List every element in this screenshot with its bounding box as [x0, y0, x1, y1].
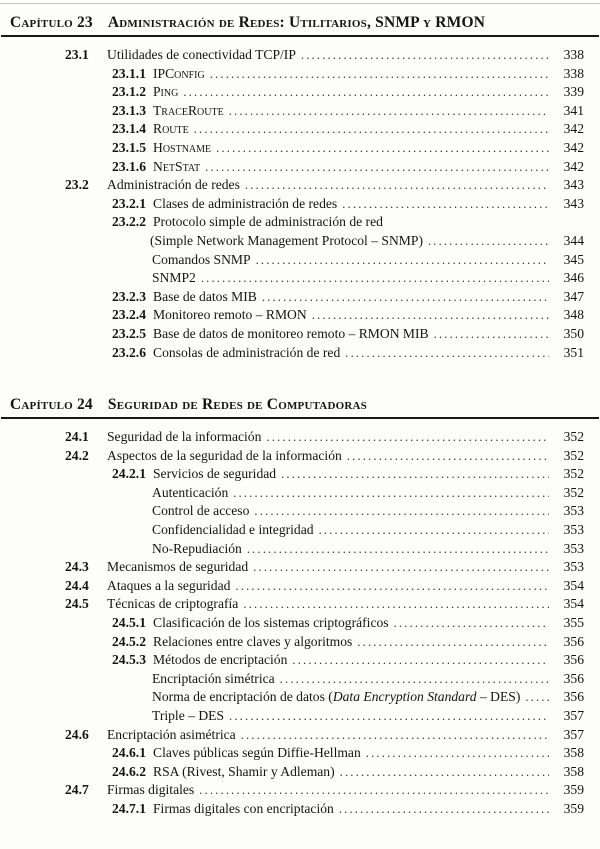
- toc-entry: [0, 502, 600, 521]
- chapter-label: Capítulo 23: [10, 14, 93, 31]
- toc-entry: [0, 176, 600, 195]
- entry-title: [153, 120, 189, 139]
- dot-leader: [266, 428, 549, 447]
- dot-leader: [357, 633, 549, 652]
- entry-title-italic: Data Encryption Standard: [332, 689, 477, 705]
- toc-entry: [0, 465, 600, 484]
- dot-leader: [280, 670, 549, 689]
- dot-leader: [229, 102, 549, 121]
- entry-title: [152, 521, 314, 540]
- entry-number: 23.1.2: [112, 84, 146, 100]
- dot-leader: [253, 558, 549, 577]
- dot-leader: [243, 595, 549, 614]
- toc-entry: [0, 781, 600, 800]
- dot-leader: [194, 120, 549, 139]
- toc-entry: [0, 269, 600, 288]
- entry-number: 24.7: [65, 782, 89, 798]
- page-number: 350: [563, 325, 584, 341]
- dot-leader: [292, 651, 549, 670]
- entry-number: 24.7.1: [112, 800, 146, 816]
- entry-title-text: Base de datos MIB: [153, 288, 257, 304]
- entry-title: [153, 65, 205, 84]
- entry-number: 24.6.2: [112, 763, 146, 779]
- page-number: 343: [563, 195, 584, 211]
- dot-leader: [233, 484, 549, 503]
- page-number: 352: [563, 447, 584, 463]
- dot-leader: [525, 688, 549, 707]
- entry-title-text: Aspectos de la seguridad de la información: [107, 447, 342, 463]
- entry-number: 24.3: [65, 559, 89, 575]
- toc-entry: [0, 102, 600, 121]
- entry-title-text: Control de acceso: [152, 503, 250, 519]
- entry-title-text: Confidencialidad e integridad: [152, 522, 314, 538]
- entry-title-text: Route: [153, 121, 189, 137]
- dot-leader: [241, 726, 549, 745]
- entry-title: [107, 558, 248, 577]
- entry-title-text: SNMP2: [152, 270, 196, 286]
- page-number: 359: [563, 800, 584, 816]
- entry-title: [107, 428, 261, 447]
- entry-title-text: Mecanismos de seguridad: [107, 559, 249, 575]
- entry-title-text: Utilidades de conectividad TCP/IP: [107, 47, 296, 62]
- dot-leader: [199, 781, 549, 800]
- entry-title-text: Autenticación: [152, 484, 229, 500]
- chapter-heading-24: [1, 396, 599, 419]
- entry-title-text: Relaciones entre claves y algoritmos: [153, 633, 353, 649]
- chapter-heading-23: [1, 14, 599, 37]
- entry-title-text: Firmas digitales: [107, 782, 195, 798]
- entry-number: 23.2.3: [112, 288, 146, 304]
- page-number: 342: [563, 139, 584, 155]
- chapter-title: Administración de Redes: Utilitarios, SNMP y RMON: [107, 14, 486, 31]
- page-number: 343: [563, 177, 584, 193]
- dot-leader: [216, 139, 549, 158]
- dot-leader: [428, 232, 549, 251]
- page-number: 344: [563, 232, 584, 248]
- page-number: 339: [563, 84, 584, 100]
- entry-title: [152, 269, 196, 288]
- toc-entry: [0, 158, 600, 177]
- dot-leader: [229, 707, 549, 726]
- entry-title-text: Comandos SNMP: [152, 251, 251, 267]
- dot-leader: [235, 577, 549, 596]
- page-number: 345: [563, 251, 584, 267]
- entry-title-text: Técnicas de criptografía: [107, 596, 239, 612]
- toc-entry: [0, 83, 600, 102]
- toc-entry: [0, 344, 600, 363]
- dot-leader: [312, 306, 549, 325]
- entry-number: 24.5.1: [112, 615, 146, 631]
- toc-entry: [0, 540, 600, 559]
- entry-title-text: Consolas de administración de red: [153, 344, 341, 360]
- entry-title: [153, 195, 337, 214]
- entry-number: 23.1.5: [112, 139, 146, 155]
- entry-title: [107, 447, 342, 466]
- page-number: 348: [563, 307, 584, 323]
- entry-number: 23.1.1: [112, 65, 146, 81]
- chapter-title: Seguridad de Redes de Computadoras: [107, 396, 367, 414]
- chapter-label: Capítulo 24: [10, 396, 93, 414]
- entry-number: 24.1: [65, 429, 89, 445]
- entry-title: [152, 688, 520, 707]
- entry-number: 23.2.5: [112, 325, 146, 341]
- dot-leader: [366, 744, 549, 763]
- entry-title-text: Clasificación de los sistemas criptográficos: [153, 615, 389, 631]
- toc-entry: [0, 614, 600, 633]
- page-number: 353: [563, 559, 584, 575]
- entry-title: [153, 344, 340, 363]
- toc-entry: [0, 688, 600, 707]
- entry-number: 24.2: [65, 447, 89, 463]
- entry-number: 24.5.2: [112, 633, 146, 649]
- entry-title-text: Claves públicas según Diffie-Hellman: [153, 745, 361, 761]
- entry-title-text: Firmas digitales con encriptación: [153, 800, 334, 816]
- toc-entry-continuation: [0, 232, 600, 251]
- entry-number: 23.1: [65, 47, 89, 62]
- entry-title-text: TraceRoute: [153, 102, 224, 118]
- entry-title-text: Hostname: [153, 139, 212, 155]
- entry-number: 23.2.1: [112, 195, 146, 211]
- entry-title-text: Ping: [153, 84, 179, 100]
- toc-entry: [0, 800, 600, 819]
- entry-number: 23.1.6: [112, 158, 146, 174]
- page-number: 352: [563, 466, 584, 482]
- toc-entry: [0, 595, 600, 614]
- page-number: 353: [563, 503, 584, 519]
- entry-title-text: Base de datos de monitoreo remoto – RMON MIB: [153, 325, 429, 341]
- entry-title: [153, 83, 178, 102]
- entry-title: [153, 465, 276, 484]
- entry-title-text: No-Repudiación: [152, 540, 242, 556]
- dot-leader: [394, 614, 549, 633]
- dot-leader: [183, 83, 549, 102]
- dot-leader: [301, 46, 549, 65]
- page-number: 353: [563, 522, 584, 538]
- entry-number: 23.2.2: [112, 214, 146, 230]
- entry-title-text: (Simple Network Management Protocol – SNMP): [150, 232, 423, 248]
- dot-leader: [281, 465, 549, 484]
- entry-title-text: Clases de administración de redes: [153, 195, 338, 211]
- page-number: 352: [563, 484, 584, 500]
- entry-number: 23.1.4: [112, 121, 146, 137]
- toc-entry: [0, 484, 600, 503]
- chapter-23-entry-list: [0, 46, 600, 362]
- entry-title-text: Seguridad de la información: [107, 429, 262, 445]
- page-number: 351: [563, 344, 584, 360]
- dot-leader: [319, 521, 549, 540]
- entry-title-text: Norma de encriptación de datos (: [152, 689, 333, 705]
- page-number: 347: [563, 288, 584, 304]
- entry-title-text: Métodos de encriptación: [153, 652, 288, 668]
- entry-title: [152, 707, 224, 726]
- entry-number: 23.2.4: [112, 307, 146, 323]
- entry-number: 24.4: [65, 577, 89, 593]
- entry-title: [153, 102, 224, 121]
- entry-title: [153, 325, 429, 344]
- entry-title-text: Administración de redes: [107, 177, 240, 193]
- entry-title-text: Servicios de seguridad: [153, 466, 277, 482]
- page-number: 356: [563, 670, 584, 686]
- dot-leader: [201, 269, 549, 288]
- toc-entry: [0, 46, 600, 65]
- entry-title: [107, 595, 238, 614]
- entry-title-text: Triple – DES: [152, 708, 225, 723]
- entry-number: 23.2.6: [112, 344, 146, 360]
- entry-number: 24.2.1: [112, 466, 146, 482]
- toc-entry: [0, 288, 600, 307]
- dot-leader: [345, 344, 549, 363]
- dot-leader: [245, 176, 549, 195]
- dot-leader: [205, 158, 549, 177]
- page-number: 357: [563, 708, 584, 723]
- toc-entry: [0, 139, 600, 158]
- toc-entry: [0, 325, 600, 344]
- dot-leader: [342, 195, 549, 214]
- entry-title-text: NetStat: [153, 158, 201, 174]
- entry-title: [150, 232, 423, 251]
- page-number: 342: [563, 158, 584, 174]
- toc-entry: [0, 521, 600, 540]
- toc-entry: [0, 195, 600, 214]
- entry-number: 24.6.1: [112, 745, 146, 761]
- toc-entry: [0, 670, 600, 689]
- toc-entry: [0, 558, 600, 577]
- entry-title: [153, 763, 335, 782]
- dot-leader: [434, 325, 549, 344]
- entry-title: [152, 251, 251, 270]
- page-number: 354: [563, 577, 584, 593]
- dot-leader: [262, 288, 549, 307]
- entry-title: [107, 46, 296, 65]
- page-number: 356: [563, 633, 584, 649]
- entry-title-text: Protocolo simple de administración de red: [153, 214, 383, 230]
- page-number: 356: [563, 689, 584, 705]
- entry-title: [107, 176, 240, 195]
- entry-title-text: RSA (Rivest, Shamir y Adleman): [153, 763, 335, 779]
- entry-title-text: Monitoreo remoto – RMON: [153, 307, 307, 323]
- page-number: 357: [563, 726, 584, 742]
- toc-entry: [0, 65, 600, 84]
- entry-title: [107, 577, 230, 596]
- entry-title: [107, 781, 194, 800]
- toc-entry: [0, 213, 600, 232]
- toc-entry: [0, 306, 600, 325]
- toc-entry: [0, 763, 600, 782]
- entry-title: [153, 306, 307, 325]
- toc-entry: [0, 120, 600, 139]
- page-number: 341: [563, 102, 584, 118]
- entry-number: 23.2: [65, 177, 89, 193]
- entry-title: [153, 800, 334, 819]
- toc-entry: [0, 651, 600, 670]
- entry-title: [152, 484, 228, 503]
- page-number: 354: [563, 596, 584, 612]
- entry-number: 24.6: [65, 726, 89, 742]
- entry-title: [153, 288, 257, 307]
- entry-title-text: Encriptación simétrica: [152, 670, 275, 686]
- page-number: 338: [563, 65, 584, 81]
- entry-title: [153, 614, 389, 633]
- entry-number: 24.5: [65, 596, 89, 612]
- dot-leader: [256, 251, 549, 270]
- toc-entry: [0, 726, 600, 745]
- toc-entry: [0, 577, 600, 596]
- entry-title-text: IPConfig: [153, 65, 205, 81]
- entry-title: [153, 139, 211, 158]
- page-number: 358: [563, 745, 584, 761]
- entry-number: 23.1.3: [112, 102, 146, 118]
- entry-title: [152, 502, 249, 521]
- entry-title: [153, 744, 361, 763]
- toc-entry: [0, 707, 600, 726]
- page-number: 359: [563, 782, 584, 798]
- page-top-rule: [0, 3, 600, 4]
- dot-leader: [347, 447, 549, 466]
- dot-leader: [210, 65, 549, 84]
- entry-title: [107, 726, 236, 745]
- entry-title-suffix: – DES): [476, 689, 521, 705]
- page-number: 346: [563, 270, 584, 286]
- toc-entry: [0, 744, 600, 763]
- entry-number: 24.5.3: [112, 652, 146, 668]
- entry-title-text: Ataques a la seguridad: [107, 577, 231, 593]
- toc-entry: [0, 251, 600, 270]
- dot-leader: [247, 540, 549, 559]
- toc-entry: [0, 447, 600, 466]
- page-number: 356: [563, 652, 584, 668]
- page-number: 338: [563, 47, 584, 62]
- entry-title-text: Encriptación asimétrica: [107, 726, 236, 742]
- entry-title: [153, 633, 352, 652]
- entry-title: [152, 540, 242, 559]
- page-number: 352: [563, 429, 584, 445]
- toc-entry: [0, 633, 600, 652]
- chapter-24-entry-list: [0, 428, 600, 818]
- entry-title: [153, 158, 200, 177]
- entry-title: [152, 670, 275, 689]
- page-number: 353: [563, 540, 584, 556]
- page-number: 355: [563, 615, 584, 631]
- entry-title: [153, 213, 383, 232]
- dot-leader: [254, 502, 549, 521]
- dot-leader: [339, 800, 549, 819]
- page-number: 358: [563, 763, 584, 779]
- page-number: 342: [563, 121, 584, 137]
- entry-title: [153, 651, 287, 670]
- toc-entry: [0, 428, 600, 447]
- dot-leader: [340, 763, 549, 782]
